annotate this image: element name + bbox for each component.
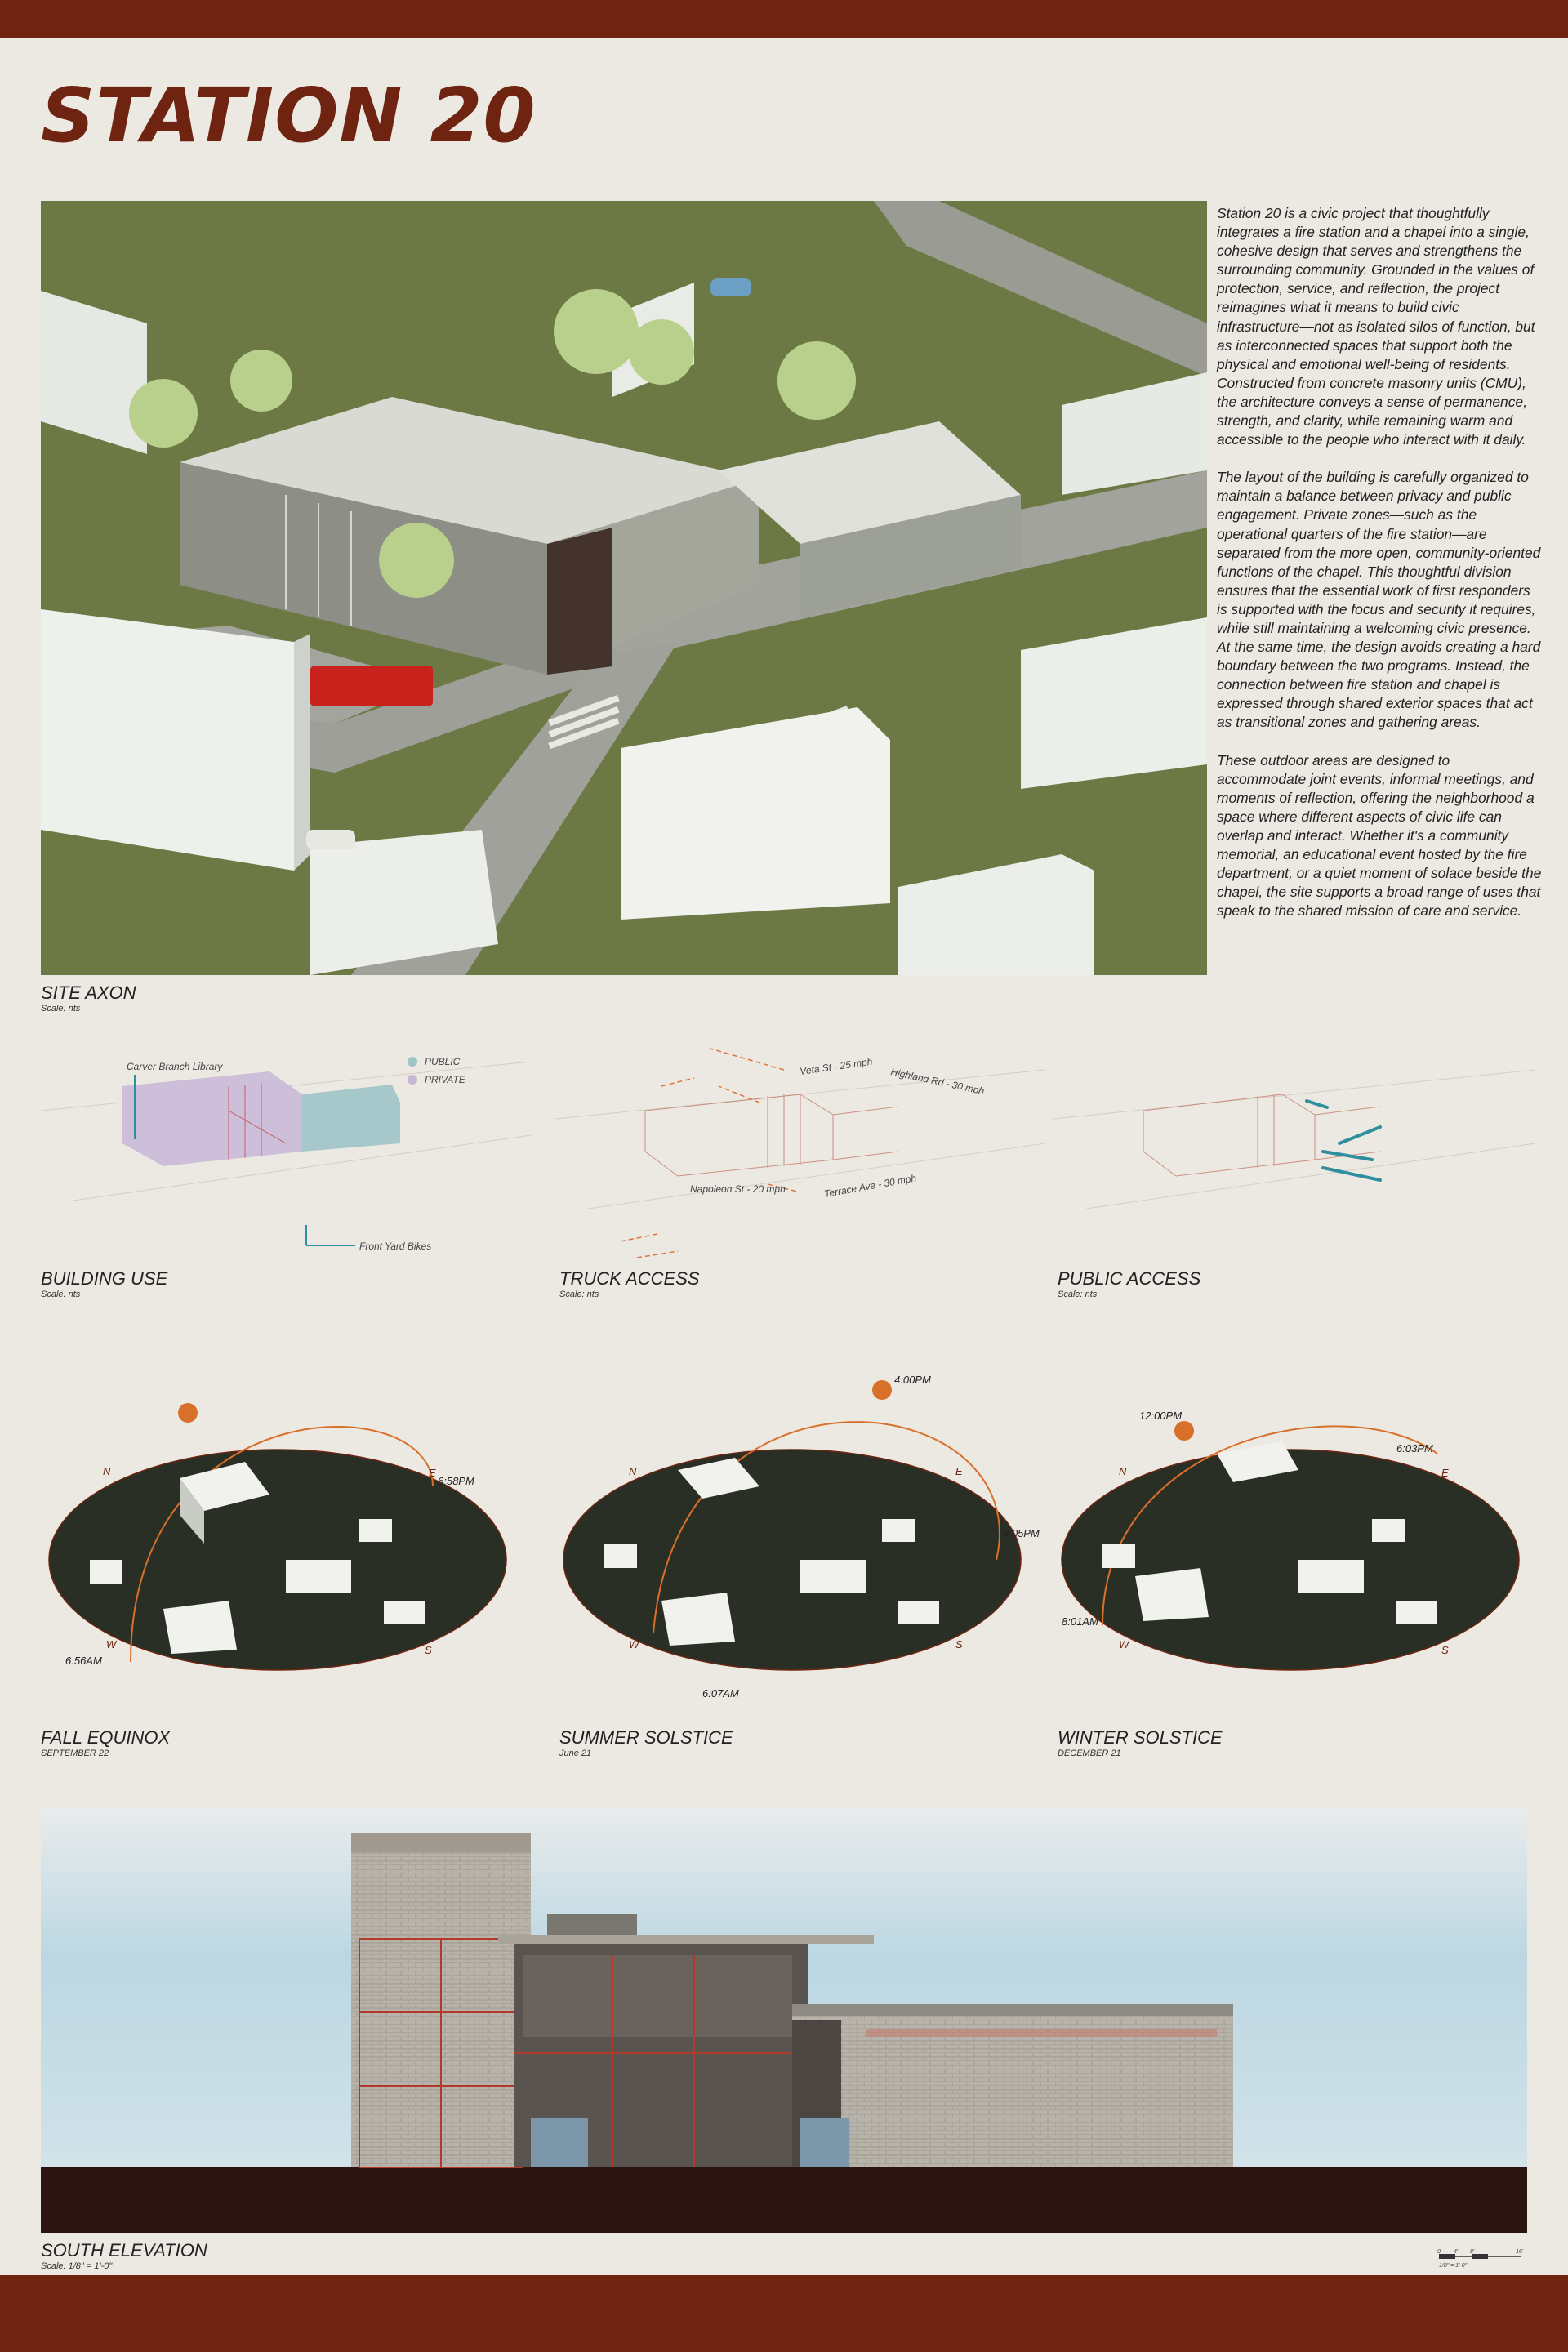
site-axon-scale: Scale: nts: [41, 1004, 81, 1013]
public-access-diagram: [1054, 1037, 1535, 1282]
south-elevation-scale: Scale: 1/8" = 1'-0": [41, 2261, 113, 2271]
sun-time: 8:01AM: [1062, 1615, 1098, 1628]
truck-access-scale: Scale: nts: [559, 1290, 599, 1299]
sun-dir-e: E: [429, 1467, 436, 1479]
sun-dir-e: E: [956, 1465, 963, 1477]
south-elevation-render: [41, 1808, 1527, 2233]
sun-dir-w: W: [106, 1638, 117, 1650]
sun-dir-s: S: [1441, 1644, 1449, 1656]
public-access-scale: Scale: nts: [1058, 1290, 1098, 1299]
sun-time: 6:03PM: [1396, 1442, 1433, 1454]
project-description: [1217, 204, 1542, 939]
street-highland: Highland Rd - 30 mph: [889, 1066, 986, 1098]
sun-dir-e: E: [1441, 1467, 1449, 1479]
site-axon-title: SITE AXON: [41, 982, 136, 1003]
building-use-caption: [41, 1269, 167, 1300]
public-access-caption: [1058, 1269, 1200, 1300]
graphic-scale-bar: [1436, 2249, 1526, 2270]
truck-access-title: TRUCK ACCESS: [559, 1268, 700, 1289]
south-elevation-title: SOUTH ELEVATION: [41, 2240, 207, 2261]
sun-study-summer: [555, 1356, 1045, 1715]
label-bikes: Front Yard Bikes: [359, 1241, 432, 1252]
winter-solstice-title: WINTER SOLSTICE: [1058, 1727, 1223, 1748]
sun-dir-w: W: [1119, 1638, 1129, 1650]
page-title: STATION 20: [41, 72, 537, 159]
scale-tick: 16': [1516, 2249, 1524, 2255]
building-use-scale: Scale: nts: [41, 1290, 81, 1299]
street-napoleon: Napoleon St - 20 mph: [690, 1183, 786, 1195]
street-veta: Veta St - 25 mph: [799, 1055, 874, 1077]
sun-time: 4:00PM: [894, 1374, 931, 1386]
fall-equinox-title: FALL EQUINOX: [41, 1727, 171, 1748]
legend-private: PRIVATE: [425, 1074, 466, 1085]
public-volume: [302, 1085, 400, 1152]
sun-time: 12:00PM: [1139, 1410, 1183, 1422]
sun-study-winter: [1054, 1356, 1535, 1715]
winter-solstice-caption: [1058, 1728, 1223, 1759]
fall-equinox-date: SEPTEMBER 22: [41, 1748, 109, 1758]
south-elevation-caption: [41, 2241, 207, 2272]
private-volume: [122, 1071, 302, 1166]
sun-study-fall: [41, 1356, 523, 1715]
sun-dir-n: N: [103, 1465, 111, 1477]
sun-dir-s: S: [956, 1638, 963, 1650]
bottom-band: [0, 2275, 1568, 2352]
summer-solstice-caption: [559, 1728, 733, 1759]
label-library: Carver Branch Library: [127, 1061, 223, 1072]
south-elevation-image: [41, 1808, 1527, 2233]
sun-dir-w: W: [629, 1638, 639, 1650]
description-paragraph: These outdoor areas are designed to accommodate joint events, informal meetings, and moments of reflection, offering the neighborhood a space where different aspects of civic life can overlap and interact. Whether it's a community memorial, an educational event hosted by the fire department, or a quiet moment of solace beside the chapel, the site supports a broad range of uses that speak to the shared mission of care and service.: [1217, 751, 1542, 920]
truck-access-caption: [559, 1269, 700, 1300]
scale-tick: 8': [1470, 2249, 1475, 2255]
sun-time: 8:05PM: [1003, 1527, 1040, 1539]
winter-solstice-date: DECEMBER 21: [1058, 1748, 1121, 1758]
site-axon-render: [41, 201, 1207, 975]
site-axon-caption: [41, 983, 136, 1014]
scale-tick: 0: [1437, 2249, 1441, 2255]
sun-time: 6:58PM: [438, 1475, 474, 1487]
public-access-title: PUBLIC ACCESS: [1058, 1268, 1201, 1289]
fall-equinox-caption: [41, 1728, 170, 1759]
street-terrace: Terrace Ave - 30 mph: [823, 1172, 918, 1200]
sun-dir-n: N: [1119, 1465, 1127, 1477]
sun-dir-n: N: [629, 1465, 637, 1477]
legend-public: PUBLIC: [425, 1056, 461, 1067]
scale-label: 1/8" = 1'-0": [1439, 2263, 1468, 2269]
sun-time: 6:07AM: [702, 1687, 739, 1699]
building-use-diagram: [41, 1037, 531, 1282]
scale-tick: 4': [1454, 2249, 1459, 2255]
description-paragraph: The layout of the building is carefully organized to maintain a balance between privacy and public engagement. Private zones—such as the operational quarters of the fire station—are separated from the more open, community-oriented functions of the chapel. This thoughtful division ensures that the essential work of first responders is supported with the focus and security it requires, while still maintaining a welcoming civic presence. At the same time, the design avoids creating a hard boundary between the two programs. Instead, the connection between fire station and chapel is expressed through shared exterior spaces that act as transitional zones and gathering areas.: [1217, 469, 1541, 731]
top-band: [0, 0, 1568, 38]
summer-solstice-title: SUMMER SOLSTICE: [559, 1727, 733, 1748]
site-axon-image: [41, 201, 1207, 975]
building-use-title: BUILDING USE: [41, 1268, 168, 1289]
sun-dir-s: S: [425, 1644, 432, 1656]
sun-time: 6:56AM: [65, 1655, 102, 1667]
summer-solstice-date: June 21: [559, 1748, 592, 1758]
description-paragraph: Station 20 is a civic project that thoughtfully integrates a fire station and a chapel into a single, cohesive design that serves and strengthens the surrounding community. Grounded in the values of protection, service, and reflection, the project reimagines what it means to build civic infrastructure—not as isolated silos of function, but as interconnected spaces that support both the physical and emotional well-being of residents. Constructed from concrete masonry units (CMU), the architecture conveys a sense of permanence, strength, and clarity, while remaining warm and accessible to the people who interact with it daily.: [1217, 205, 1535, 448]
truck-access-diagram: [555, 1037, 1045, 1282]
